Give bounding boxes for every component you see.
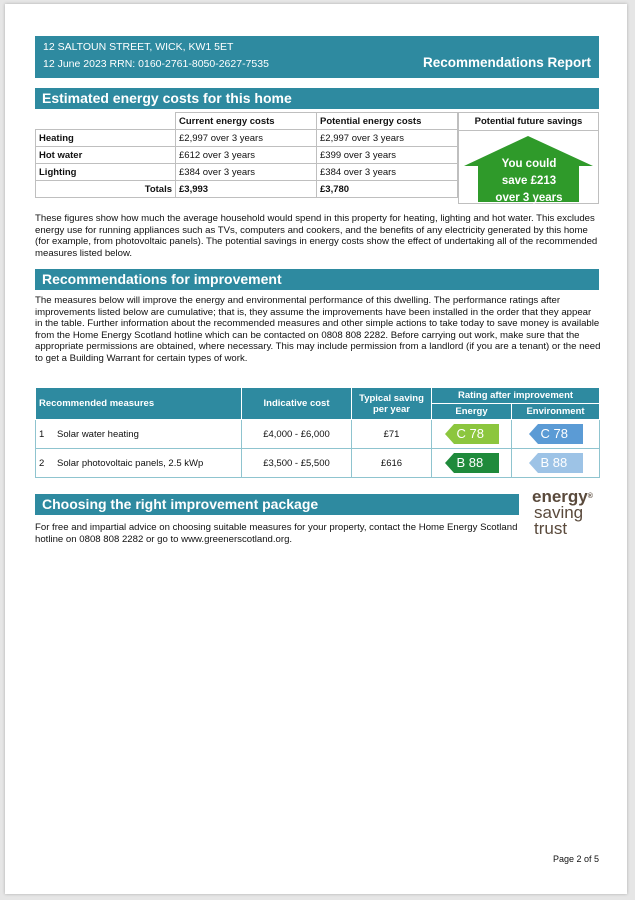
totals-label: Totals <box>36 181 176 198</box>
row-label: Hot water <box>36 147 176 164</box>
row-number: 2 <box>39 457 45 469</box>
current-cost: £2,997 over 3 years <box>176 130 317 147</box>
recommendations-heading: Recommendations for improvement <box>35 269 599 290</box>
future-savings-box <box>458 112 599 204</box>
savings-line-2: save £213 <box>501 175 557 187</box>
energy-rating-badge <box>445 424 499 444</box>
report-header-bar <box>35 36 599 78</box>
environment-rating: C 78 <box>540 426 568 441</box>
table-row <box>36 449 600 478</box>
total-potential: £3,780 <box>317 181 458 198</box>
current-cost: £384 over 3 years <box>176 164 317 181</box>
environment-rating-badge <box>529 424 583 444</box>
indicative-cost: £3,500 - £5,500 <box>242 449 352 478</box>
environment-rating: B 88 <box>540 455 568 470</box>
col-rating-after: Rating after improvement <box>432 388 600 404</box>
table-row <box>36 147 458 164</box>
energy-rating: C 78 <box>456 426 484 441</box>
environment-rating-badge <box>529 453 583 473</box>
potential-cost: £384 over 3 years <box>317 164 458 181</box>
page-number: Page 2 of 5 <box>552 854 599 864</box>
total-current: £3,993 <box>176 181 317 198</box>
energy-rating-badge <box>445 453 499 473</box>
energy-costs-table <box>35 112 458 198</box>
col-potential-costs: Potential energy costs <box>317 113 458 130</box>
report-page <box>5 4 627 894</box>
improvement-package-heading: Choosing the right improvement package <box>35 494 519 515</box>
energy-saving-trust-logo: energy® saving trust <box>532 487 593 538</box>
col-current-costs: Current energy costs <box>176 113 317 130</box>
row-label: Heating <box>36 130 176 147</box>
col-energy: Energy <box>432 404 512 420</box>
table-row <box>36 130 458 147</box>
property-address: 12 SALTOUN STREET, WICK, KW1 5ET <box>43 41 234 53</box>
col-recommended-measures: Recommended measures <box>36 388 242 420</box>
savings-line-1: You could <box>501 158 557 170</box>
typical-saving: £71 <box>352 420 432 449</box>
col-future-savings: Potential future savings <box>459 113 598 131</box>
table-row <box>36 420 600 449</box>
measure-name: Solar photovoltaic panels, 2.5 kWp <box>57 457 204 469</box>
energy-rating: B 88 <box>456 455 484 470</box>
totals-row <box>36 181 458 198</box>
current-cost: £612 over 3 years <box>176 147 317 164</box>
recommendations-table <box>35 387 600 478</box>
row-label: Lighting <box>36 164 176 181</box>
savings-line-3: over 3 years <box>495 192 563 204</box>
measure-name: Solar water heating <box>57 428 139 440</box>
report-title: Recommendations Report <box>422 55 591 70</box>
potential-cost: £2,997 over 3 years <box>317 130 458 147</box>
report-date-rrn: 12 June 2023 RRN: 0160-2761-8050-2627-7535 <box>43 58 269 70</box>
indicative-cost: £4,000 - £6,000 <box>242 420 352 449</box>
typical-saving: £616 <box>352 449 432 478</box>
improvement-package-text: For free and impartial advice on choosing suitable measures for your property, contact the Home Energy Scotland hotline on 0808 808 2282 or go to www.greenerscotland.org. <box>35 522 518 545</box>
table-row <box>36 164 458 181</box>
potential-cost: £399 over 3 years <box>317 147 458 164</box>
costs-note: These figures show how much the average household would spend in this property for heating, lighting and hot water. This excludes energy use for running appliances such as TVs, computers and cookers, and the benefits of any electricity generated by this home (for example, from photovoltaic panels). The potential savings in energy costs show the effect of undertaking all of the recommended measures listed below. <box>35 213 598 259</box>
col-environment: Environment <box>512 404 600 420</box>
col-indicative-cost: Indicative cost <box>242 388 352 420</box>
row-number: 1 <box>39 428 45 440</box>
col-typical-saving: Typical saving per year <box>352 388 432 420</box>
recommendations-intro: The measures below will improve the energy and environmental performance of this dwelling. The performance ratings after improvements listed below are cumulative; that is, they assume the improvements have been installed in the order that they appear in the table. Further information about the recommended measures and other simple actions to take today to save money is available from the Home Energy Scotland hotline which can be contacted on 0808 808 2282. Before carrying out work, make sure that the appropriate permissions are obtained, where necessary. This may include permission from a landlord (if you are a tenant) or the need to get a Building Warrant for certain types of work. <box>35 295 601 364</box>
energy-costs-heading: Estimated energy costs for this home <box>35 88 599 109</box>
